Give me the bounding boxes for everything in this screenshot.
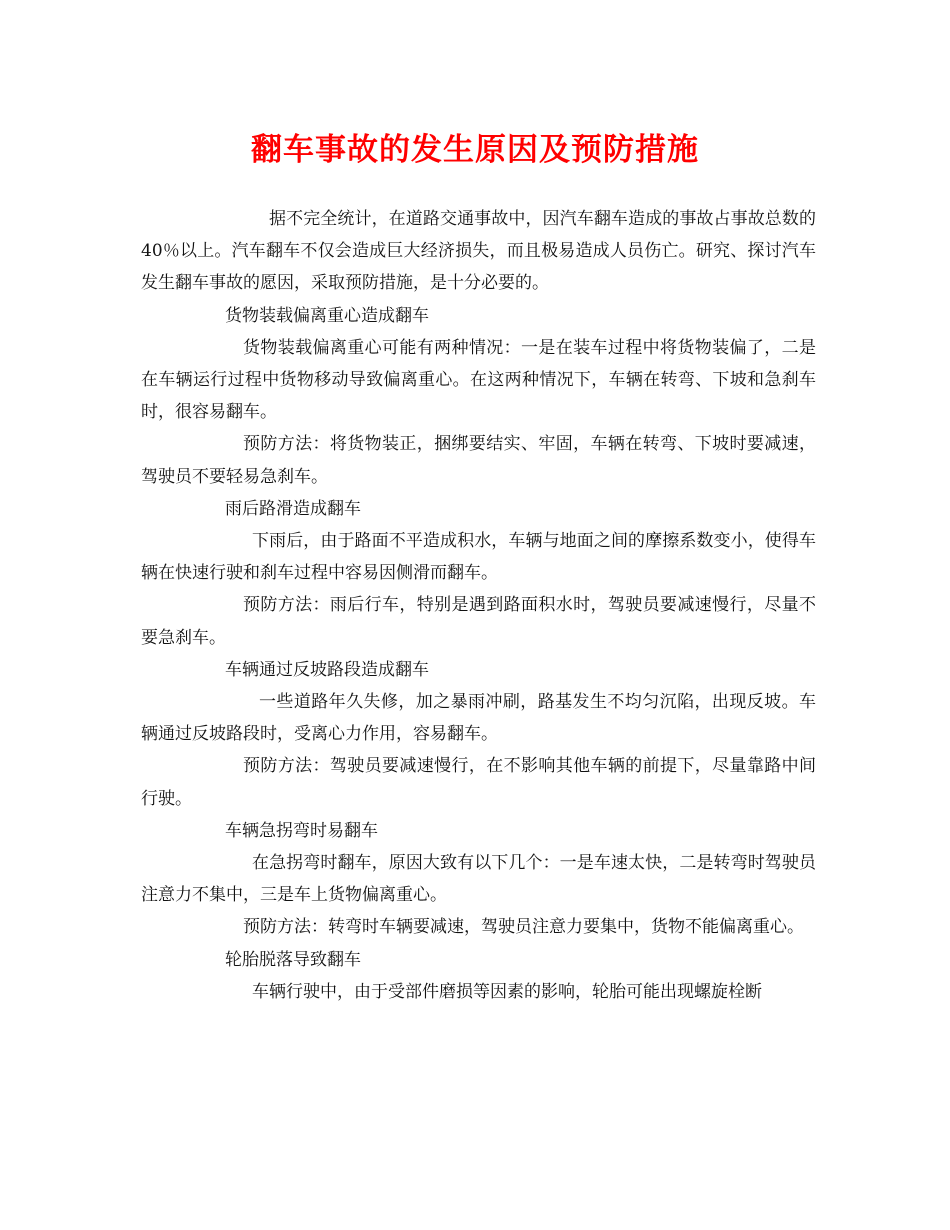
section-body-cargo: 货物装载偏离重心可能有两种情况：一是在装车过程中将货物装偏了，二是在车辆运行过程中货物移动导致偏离重心。在这两种情况下，车辆在转弯、下坡和急刹车时，很容易翻车。 [141, 337, 816, 423]
section-heading-rain: 雨后路滑造成翻车 [225, 498, 361, 519]
section-prevention-turn: 预防方法：转弯时车辆要减速，驾驶员注意力要集中，货物不能偏离重心。 [243, 917, 804, 938]
section-body-slope: 一些道路年久失修，加之暴雨冲刷，路基发生不均匀沉陷，出现反坡。车辆通过反坡路段时，受离心力作用，容易翻车。 [141, 692, 816, 745]
section-prevention-cargo: 预防方法：将货物装正，捆绑要结实、牢固，车辆在转弯、下坡时要减速，驾驶员不要轻易急刹车。 [141, 434, 816, 487]
intro-paragraph: 据不完全统计，在道路交通事故中，因汽车翻车造成的事故占事故总数的40％以上。汽车翻车不仅会造成巨大经济损失，而且极易造成人员伤亡。研究、探讨汽车发生翻车事故的愿因，采取预防措施，是十分必要的。 [141, 209, 816, 294]
document-body [141, 203, 816, 1008]
section-body-rain: 下雨后，由于路面不平造成积水，车辆与地面之间的摩擦系数变小，使得车辆在快速行驶和刹车过程中容易因侧滑而翻车。 [141, 531, 816, 584]
section-heading-slope: 车辆通过反坡路段造成翻车 [225, 659, 429, 680]
document-title: 翻车事故的发生原因及预防措施 [251, 132, 699, 168]
section-body-tire: 车辆行驶中，由于受部件磨损等因素的影响，轮胎可能出现螺旋栓断 [252, 981, 762, 1002]
section-heading-turn: 车辆急拐弯时易翻车 [225, 820, 378, 841]
section-heading-tire: 轮胎脱落导致翻车 [225, 949, 361, 970]
section-prevention-slope: 预防方法：驾驶员要减速慢行，在不影响其他车辆的前提下，尽量靠路中间行驶。 [141, 756, 816, 809]
section-body-turn: 在急拐弯时翻车，原因大致有以下几个：一是车速太快，二是转弯时驾驶员注意力不集中，三是车上货物偏离重心。 [141, 853, 816, 906]
section-prevention-rain: 预防方法：雨后行车，特别是遇到路面积水时，驾驶员要减速慢行，尽量不要急刹车。 [141, 595, 816, 648]
section-heading-cargo: 货物装载偏离重心造成翻车 [225, 305, 429, 326]
